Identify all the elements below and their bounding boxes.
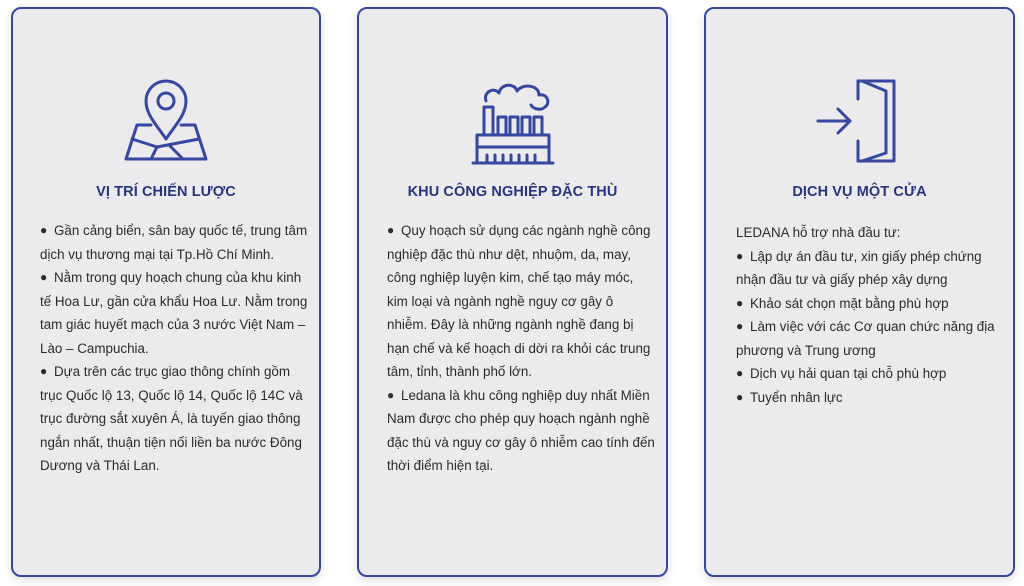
map-pin-icon <box>13 77 319 167</box>
list-item: ● Ledana là khu công nghiệp duy nhất Miền Nam được cho phép quy hoạch ngành nghề đặc thù và nguy cơ gây ô nhiễm cao tính đến thời điểm hiện tại. <box>387 384 657 478</box>
bullet-icon: ● <box>736 248 744 263</box>
door-enter-icon <box>706 75 1013 167</box>
bullet-icon: ● <box>736 389 744 404</box>
list-item: ● Gần cảng biển, sân bay quốc tế, trung tâm dịch vụ thương mại tại Tp.Hồ Chí Minh. <box>40 219 312 266</box>
list-item: ● Làm việc với các Cơ quan chức năng địa phương và Trung ương <box>736 315 1006 362</box>
bullet-icon: ● <box>387 223 395 237</box>
list-item: ● Nằm trong quy hoạch chung của khu kinh tế Hoa Lư, gần cửa khẩu Hoa Lư. Nằm trong tam giác huyết mạch của 3 nước Việt Nam – Lào – Campuchia. <box>40 266 312 360</box>
card-intro: LEDANA hỗ trợ nhà đầu tư: <box>736 225 901 240</box>
card-content <box>40 219 312 478</box>
card-content <box>387 219 657 478</box>
bullet-icon: ● <box>736 366 744 380</box>
bullet-icon: ● <box>40 364 48 378</box>
card-title: KHU CÔNG NGHIỆP ĐẶC THÙ <box>407 184 618 200</box>
list-item: ● Lập dự án đầu tư, xin giấy phép chứng nhận đầu tư và giấy phép xây dựng <box>736 245 1006 292</box>
card-title: VỊ TRÍ CHIẾN LƯỢC <box>96 184 236 200</box>
bullet-icon: ● <box>40 270 48 284</box>
card-title: DỊCH VỤ MỘT CỬA <box>792 184 927 200</box>
card-one-stop-service <box>704 7 1015 577</box>
card-strategic-location <box>11 7 321 577</box>
bullet-icon: ● <box>387 387 395 402</box>
list-item: ● Khảo sát chọn mặt bằng phù hợp <box>736 292 1006 316</box>
card-special-industrial-zone <box>357 7 668 577</box>
bullet-icon: ● <box>736 295 744 310</box>
list-item: ● Dựa trên các trục giao thông chính gồm trục Quốc lộ 13, Quốc lộ 14, Quốc lộ 14C và trục đường sắt xuyên Á, là tuyến giao thông ngắn nhất, thuận tiện nối liền ba nước Đông Dương và Thái Lan. <box>40 360 312 478</box>
bullet-icon: ● <box>736 319 744 333</box>
list-item: ● Quy hoạch sử dụng các ngành nghề công nghiệp đặc thù như dệt, nhuộm, da, may, công nghiệp luyện kim, chế tạo máy móc, kim loại và ngành nghề nguy cơ gây ô nhiễm. Đây là những ngành nghề đang bị hạn chế và kế hoạch di dời ra khỏi các trung tâm, tỉnh, thành phố lớn. <box>387 219 657 384</box>
list-item: ● Dịch vụ hải quan tại chỗ phù hợp <box>736 362 1006 386</box>
card-content <box>736 221 1006 409</box>
bullet-icon: ● <box>40 223 48 237</box>
factory-icon <box>359 77 666 167</box>
list-item: ● Tuyển nhân lực <box>736 386 1006 410</box>
